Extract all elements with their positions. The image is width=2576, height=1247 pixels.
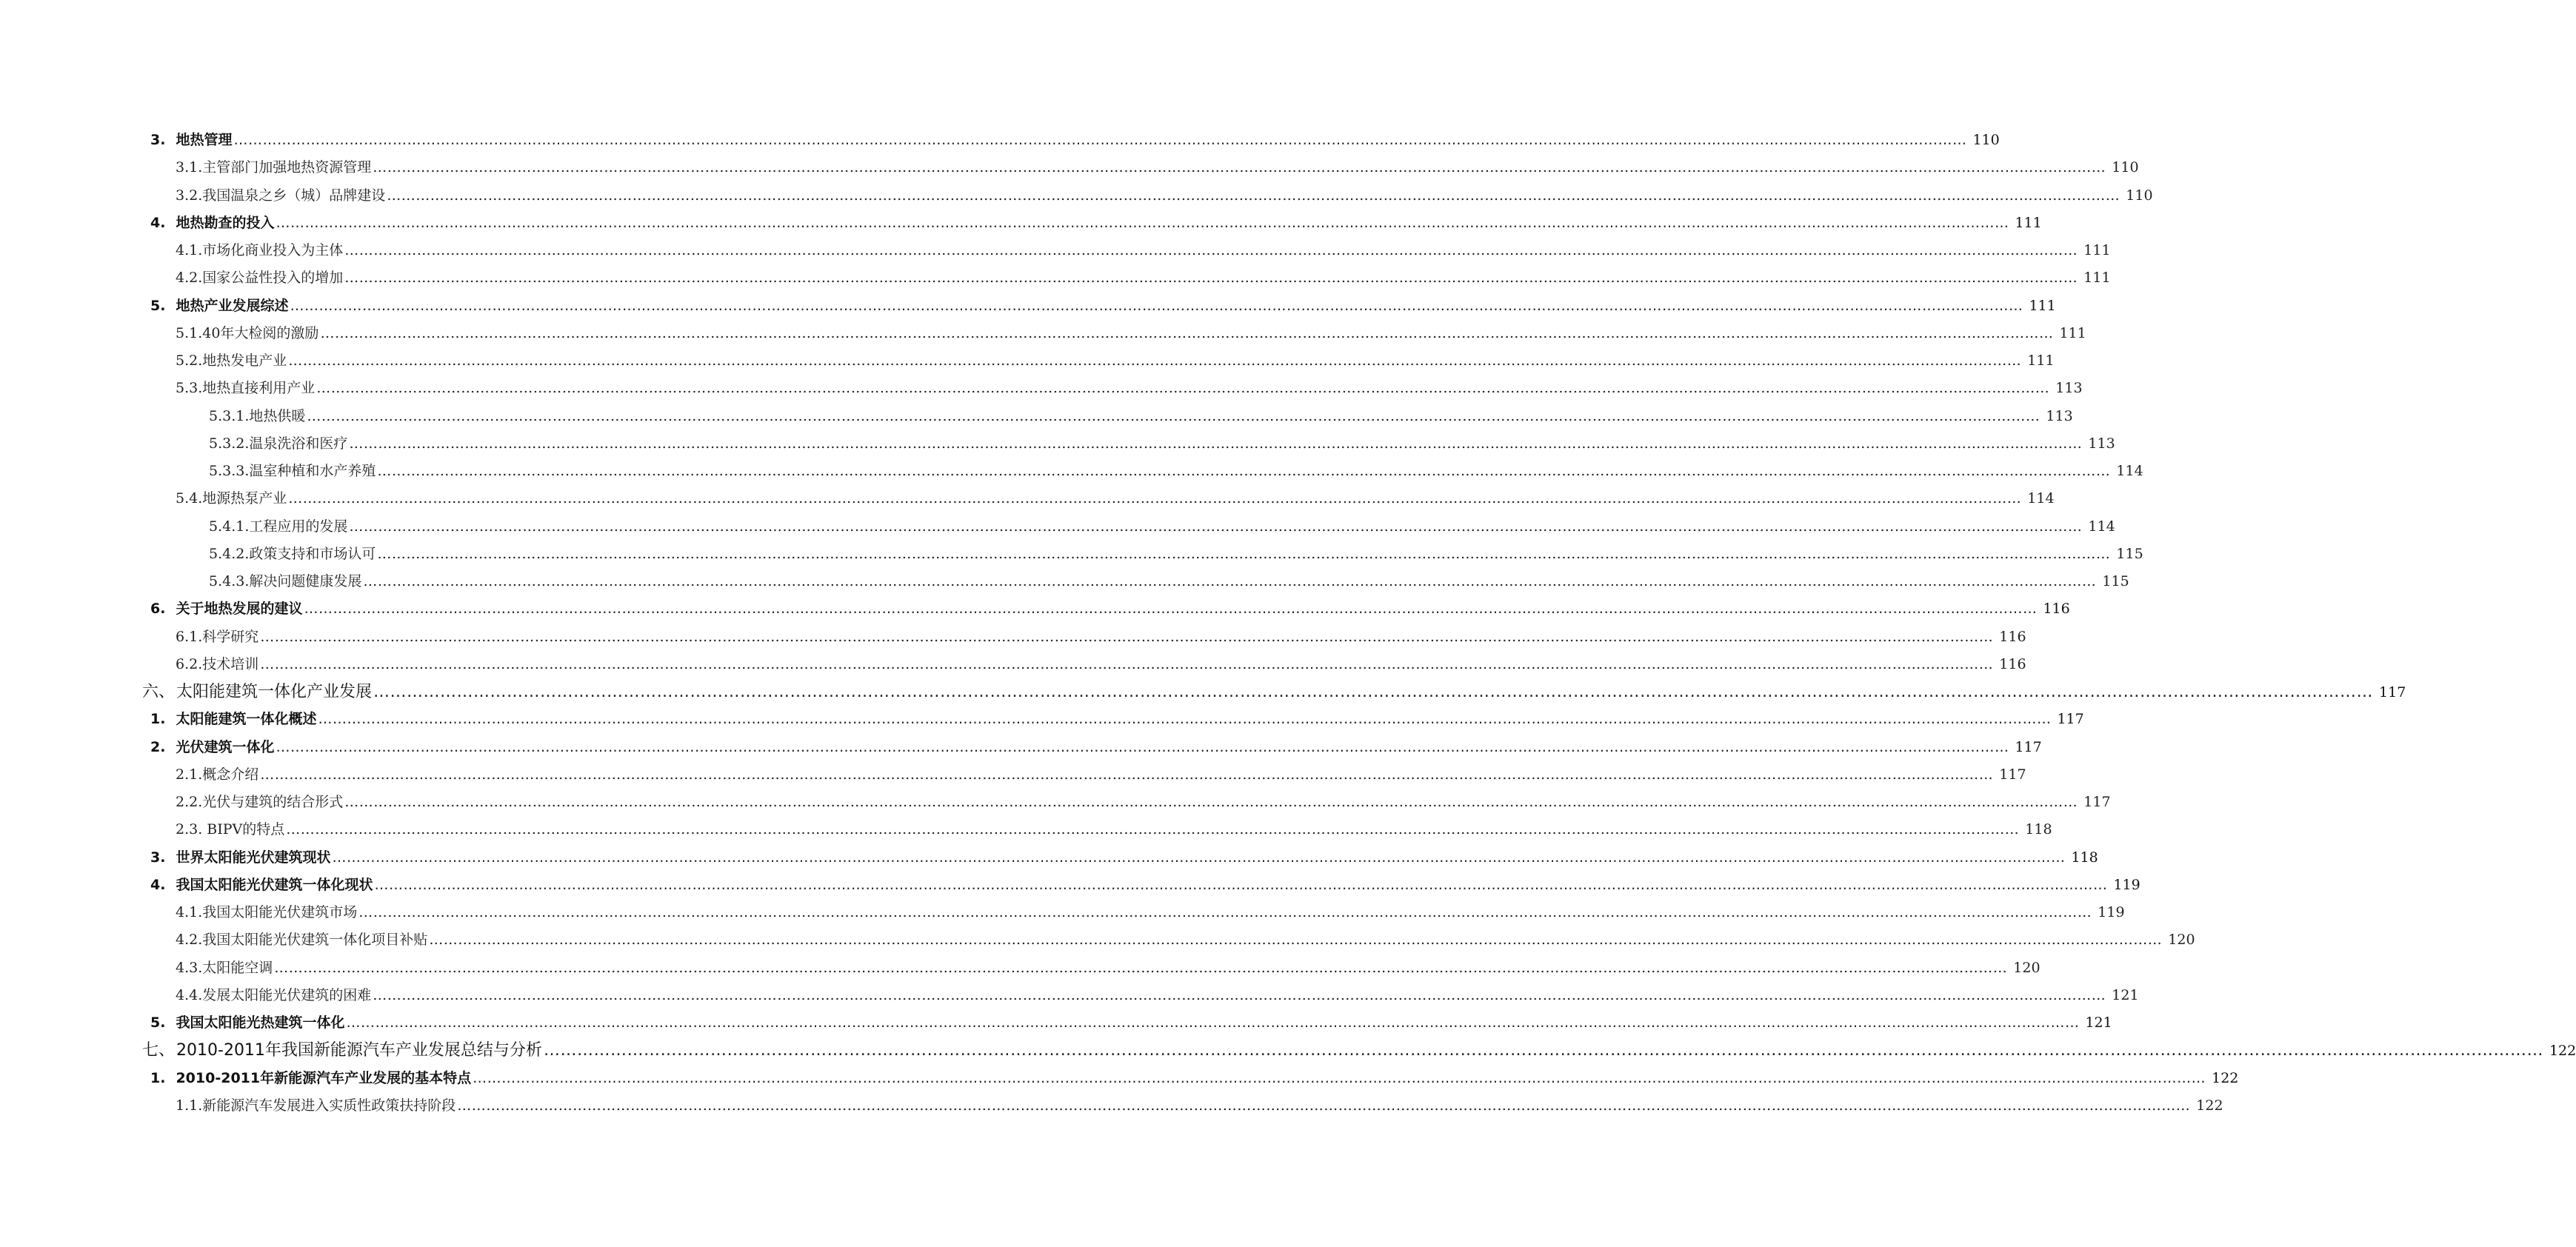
toc-entry-label xyxy=(150,1065,471,1092)
toc-page-number: 113 xyxy=(2046,407,2073,424)
toc-page-number: 117 xyxy=(2057,711,2084,728)
toc-leader-dots: ……………………………………………………………………………………………………………………………………………………………………………………………………………………………………………………………………………………………………………………………… xyxy=(260,655,1994,672)
toc-page-number: 122 xyxy=(2196,1097,2223,1114)
toc-entry-line xyxy=(150,706,2084,733)
toc-leader-dots: ……………………………………………………………………………………………………………………………………………………………………………………………………………………………………………………………………………………………………………………………… xyxy=(373,159,2106,176)
toc-entry-label xyxy=(176,926,427,954)
toc-entry-title: 5.4.1.工程应用的发展 xyxy=(209,518,348,535)
toc-entry-line xyxy=(209,458,2143,485)
toc-entry-title: 5.3.地热直接利用产业 xyxy=(176,380,316,397)
toc-leader-dots: ……………………………………………………………………………………………………………………………………………………………………………………………………………………………………………………………………………………………………………………………… xyxy=(346,1014,2080,1031)
toc-page-number: 117 xyxy=(2379,684,2406,701)
toc-entry-label xyxy=(150,127,232,154)
toc-entry-line xyxy=(150,210,2042,237)
toc-entry[interactable] xyxy=(0,264,2111,292)
toc-entry[interactable] xyxy=(0,926,2195,954)
toc-entry-line xyxy=(176,955,2041,982)
toc-entry[interactable] xyxy=(0,955,2041,982)
toc-entry-line xyxy=(176,761,2026,789)
toc-leader-dots: ……………………………………………………………………………………………………………………………………………………………………………………………………………………………………………………………………………………………………………………………… xyxy=(288,352,2022,369)
toc-entry-label xyxy=(150,706,316,733)
toc-entry-label xyxy=(142,678,372,706)
toc-entry[interactable] xyxy=(0,982,2139,1009)
toc-entry-label xyxy=(176,347,287,375)
toc-entry-label xyxy=(209,458,376,485)
toc-entry[interactable] xyxy=(0,127,2000,154)
toc-entry-title: 我国太阳能光伏建筑一体化现状 xyxy=(176,876,373,893)
toc-entry-title: 3.1.主管部门加强地热资源管理 xyxy=(176,159,372,176)
toc-page-number: 110 xyxy=(1972,132,2000,148)
toc-entry-line xyxy=(150,127,2000,154)
toc-entry-label xyxy=(176,320,318,347)
toc-page-number: 111 xyxy=(2029,297,2056,314)
toc-entry-title: 地热产业发展综述 xyxy=(176,297,289,314)
toc-entry-label xyxy=(209,568,361,595)
toc-entry-title: 5.3.1.地热供暖 xyxy=(209,407,306,424)
toc-entry-line xyxy=(176,789,2111,816)
toc-entry[interactable] xyxy=(0,789,2111,816)
toc-entry-label xyxy=(176,264,343,292)
toc-leader-dots: ……………………………………………………………………………………………………………………………………………………………………………………………………………………………………………………………………………………………………………………………… xyxy=(288,490,2022,507)
toc-page-number: 120 xyxy=(2013,959,2041,976)
toc-entry-title: 2010-2011年新能源汽车产业发展的基本特点 xyxy=(176,1069,472,1086)
toc-entry-label xyxy=(150,734,274,761)
toc-entry-line xyxy=(150,844,2098,872)
toc-entry-number: 6. xyxy=(150,601,166,618)
toc-leader-dots: ……………………………………………………………………………………………………………………………………………………………………………………………………………………………………………………………………………………………………………………………… xyxy=(373,683,2374,701)
toc-entry[interactable] xyxy=(0,513,2115,541)
toc-leader-dots: ……………………………………………………………………………………………………………………………………………………………………………………………………………………………………………………………………………………………………………………………… xyxy=(374,876,2108,893)
toc-entry-label xyxy=(209,403,305,430)
toc-entry-title: 地热管理 xyxy=(176,132,233,148)
toc-leader-dots: ……………………………………………………………………………………………………………………………………………………………………………………………………………………………………………………………………………………………………………………………… xyxy=(318,711,2052,728)
toc-entry-line xyxy=(176,182,2153,210)
toc-entry-line xyxy=(176,264,2111,292)
toc-entry[interactable] xyxy=(0,320,2086,347)
toc-entry-line xyxy=(150,1009,2112,1037)
toc-leader-dots: ……………………………………………………………………………………………………………………………………………………………………………………………………………………………………………………………………………………………………………………………… xyxy=(387,187,2120,204)
toc-entry-label xyxy=(209,541,376,568)
toc-entry-label xyxy=(176,955,273,982)
toc-page-number: 121 xyxy=(2085,1014,2112,1031)
toc-entry[interactable] xyxy=(0,237,2111,264)
toc-entry[interactable] xyxy=(0,182,2153,210)
toc-leader-dots: ……………………………………………………………………………………………………………………………………………………………………………………………………………………………………………………………………………………………………………………………… xyxy=(290,297,2023,314)
toc-page-number: 111 xyxy=(2015,214,2042,231)
toc-entry-line xyxy=(209,513,2115,541)
toc-entry[interactable] xyxy=(0,403,2073,430)
toc-entry[interactable] xyxy=(0,844,2098,872)
toc-entry-label xyxy=(176,1092,456,1120)
toc-entry[interactable] xyxy=(0,678,2406,706)
toc-entry-title: 关于地热发展的建议 xyxy=(176,601,303,618)
toc-entry[interactable] xyxy=(0,154,2139,181)
toc-entry-title: 4.1.我国太阳能光伏建筑市场 xyxy=(176,904,358,920)
toc-page-number: 116 xyxy=(1999,655,2026,672)
toc-page-number: 110 xyxy=(2126,187,2153,204)
toc-page-number: 122 xyxy=(2212,1069,2239,1086)
toc-page-number: 111 xyxy=(2083,270,2111,287)
toc-entry-title: 2.1.概念介绍 xyxy=(176,766,259,783)
toc-leader-dots: ……………………………………………………………………………………………………………………………………………………………………………………………………………………………………………………………………………………………………………………………… xyxy=(473,1069,2206,1086)
toc-entry-label xyxy=(150,292,288,320)
toc-entry-label xyxy=(176,816,284,843)
toc-leader-dots: ……………………………………………………………………………………………………………………………………………………………………………………………………………………………………………………………………………………………………………………………… xyxy=(316,380,2050,397)
toc-entry[interactable] xyxy=(0,458,2143,485)
toc-page-number: 118 xyxy=(2025,821,2052,838)
toc-entry-title: 4.3.太阳能空调 xyxy=(176,959,273,976)
toc-leader-dots: ……………………………………………………………………………………………………………………………………………………………………………………………………………………………………………………………………………………………………………………………… xyxy=(349,518,2083,535)
toc-entry-number: 5. xyxy=(150,297,166,314)
toc-entry-label xyxy=(150,1009,344,1037)
toc-page-number: 122 xyxy=(2549,1043,2576,1060)
toc-entry-title: 4.2.我国太阳能光伏建筑一体化项目补贴 xyxy=(176,932,428,949)
toc-entry-label xyxy=(142,1037,542,1064)
toc-entry-line xyxy=(176,651,2026,678)
toc-entry-label xyxy=(176,899,357,926)
toc-page-number: 114 xyxy=(2027,490,2055,507)
toc-entry-line xyxy=(176,1092,2223,1120)
toc-entry-line xyxy=(176,982,2139,1009)
toc-entry-number: 4. xyxy=(150,876,166,893)
toc-entry[interactable] xyxy=(0,1009,2112,1037)
toc-entry-number: 1. xyxy=(150,1069,166,1086)
toc-entry[interactable] xyxy=(0,595,2070,623)
toc-page-number: 117 xyxy=(2015,738,2042,755)
toc-entry-label xyxy=(176,237,343,264)
toc-entry-label xyxy=(209,513,347,541)
toc-entry[interactable] xyxy=(0,485,2055,512)
toc-entry-label xyxy=(150,844,330,872)
toc-page-number: 119 xyxy=(2098,904,2125,920)
toc-entry-line xyxy=(176,154,2139,181)
table-of-contents xyxy=(0,127,2576,1120)
toc-leader-dots: ……………………………………………………………………………………………………………………………………………………………………………………………………………………………………………………………………………………………………………………………… xyxy=(377,545,2111,562)
toc-leader-dots: ……………………………………………………………………………………………………………………………………………………………………………………………………………………………………………………………………………………………………………………………… xyxy=(429,932,2163,949)
toc-entry-line xyxy=(176,375,2083,402)
toc-page-number: 120 xyxy=(2168,932,2195,949)
toc-entry-line xyxy=(150,595,2070,623)
toc-leader-dots: ……………………………………………………………………………………………………………………………………………………………………………………………………………………………………………………………………………………………………………………………… xyxy=(358,904,2092,920)
toc-entry-label xyxy=(176,651,258,678)
toc-entry-line xyxy=(209,541,2143,568)
toc-page-number: 115 xyxy=(2102,573,2129,589)
toc-entry-line xyxy=(176,320,2086,347)
toc-entry[interactable] xyxy=(0,624,2026,651)
toc-leader-dots: ……………………………………………………………………………………………………………………………………………………………………………………………………………………………………………………………………………………………………………………………… xyxy=(260,766,1994,783)
toc-leader-dots: ……………………………………………………………………………………………………………………………………………………………………………………………………………………………………………………………………………………………………………………………… xyxy=(320,324,2054,341)
toc-entry[interactable] xyxy=(0,347,2055,375)
toc-entry-title: 2.2.光伏与建筑的结合形式 xyxy=(176,794,344,810)
toc-entry-number: 3. xyxy=(150,849,166,866)
toc-leader-dots: ……………………………………………………………………………………………………………………………………………………………………………………………………………………………………………………………………………………………………………………………… xyxy=(344,270,2078,287)
toc-entry-title: 6.1.科学研究 xyxy=(176,628,259,645)
toc-entry-title: 世界太阳能光伏建筑现状 xyxy=(176,849,331,866)
toc-entry-line xyxy=(209,430,2115,458)
toc-page-number: 116 xyxy=(1999,628,2026,645)
toc-page-number: 113 xyxy=(2088,435,2115,452)
toc-leader-dots: ……………………………………………………………………………………………………………………………………………………………………………………………………………………………………………………………………………………………………………………………… xyxy=(307,407,2041,424)
toc-leader-dots: ……………………………………………………………………………………………………………………………………………………………………………………………………………………………………………………………………………………………………………………………… xyxy=(286,821,2020,838)
toc-page-number: 111 xyxy=(2083,242,2111,258)
toc-entry-label xyxy=(150,872,373,899)
toc-entry-title: 2010-2011年我国新能源汽车产业发展总结与分析 xyxy=(176,1041,542,1060)
toc-page-number: 114 xyxy=(2116,463,2143,479)
toc-leader-dots: ……………………………………………………………………………………………………………………………………………………………………………………………………………………………………………………………………………………………………………………………… xyxy=(276,738,2009,755)
toc-entry-title: 6.2.技术培训 xyxy=(176,655,259,672)
toc-entry-label xyxy=(176,761,258,789)
toc-leader-dots: ……………………………………………………………………………………………………………………………………………………………………………………………………………………………………………………………………………………………………………………………… xyxy=(344,794,2078,810)
toc-entry-line xyxy=(176,624,2026,651)
toc-page-number: 114 xyxy=(2088,518,2115,535)
toc-entry-label xyxy=(176,154,371,181)
toc-entry-label xyxy=(176,375,315,402)
toc-entry-title: 太阳能建筑一体化产业发展 xyxy=(176,683,373,701)
toc-entry[interactable] xyxy=(0,292,2056,320)
toc-entry-line xyxy=(142,678,2406,706)
toc-entry[interactable] xyxy=(0,375,2083,402)
toc-leader-dots: ……………………………………………………………………………………………………………………………………………………………………………………………………………………………………………………………………………………………………………………………… xyxy=(304,601,2038,618)
toc-entry-line xyxy=(150,292,2056,320)
toc-entry-label xyxy=(176,789,343,816)
toc-entry[interactable] xyxy=(0,568,2129,595)
toc-leader-dots: ……………………………………………………………………………………………………………………………………………………………………………………………………………………………………………………………………………………………………………………………… xyxy=(233,132,1967,148)
toc-entry-label xyxy=(176,485,287,512)
toc-page-number: 118 xyxy=(2071,849,2098,866)
toc-entry-line xyxy=(150,1065,2239,1092)
toc-leader-dots: ……………………………………………………………………………………………………………………………………………………………………………………………………………………………………………………………………………………………………………………………… xyxy=(349,435,2083,452)
toc-entry[interactable] xyxy=(0,1037,2576,1064)
toc-page-number: 111 xyxy=(2027,352,2055,369)
toc-leader-dots: ……………………………………………………………………………………………………………………………………………………………………………………………………………………………………………………………………………………………………………………………… xyxy=(344,242,2078,258)
toc-entry[interactable] xyxy=(0,706,2084,733)
toc-entry-title: 5.1.40年大检阅的激励 xyxy=(176,324,319,341)
toc-entry-title: 2.3. BIPV的特点 xyxy=(176,821,285,838)
toc-page-number: 111 xyxy=(2059,324,2086,341)
toc-entry-label xyxy=(209,430,347,458)
toc-page-number: 116 xyxy=(2043,601,2070,618)
toc-page-number: 119 xyxy=(2113,876,2140,893)
toc-leader-dots: ……………………………………………………………………………………………………………………………………………………………………………………………………………………………………………………………………………………………………………………………… xyxy=(377,463,2111,479)
toc-leader-dots: ……………………………………………………………………………………………………………………………………………………………………………………………………………………………………………………………………………………………………………………………… xyxy=(457,1097,2191,1114)
toc-entry[interactable] xyxy=(0,1065,2239,1092)
toc-entry-number: 4. xyxy=(150,214,166,231)
toc-leader-dots: ……………………………………………………………………………………………………………………………………………………………………………………………………………………………………………………………………………………………………………………………… xyxy=(276,214,2009,231)
toc-entry[interactable] xyxy=(0,541,2143,568)
toc-leader-dots: ……………………………………………………………………………………………………………………………………………………………………………………………………………………………………………………………………………………………………………………………… xyxy=(373,986,2106,1003)
toc-leader-dots: ……………………………………………………………………………………………………………………………………………………………………………………………………………………………………………………………………………………………………………………………… xyxy=(543,1041,2543,1060)
toc-entry-line xyxy=(209,403,2073,430)
toc-entry-title: 光伏建筑一体化 xyxy=(176,738,275,755)
toc-entry-title: 5.3.2.温泉洗浴和医疗 xyxy=(209,435,348,452)
toc-entry-number: 六、 xyxy=(142,683,176,701)
toc-entry-number: 2. xyxy=(150,738,166,755)
toc-leader-dots: ……………………………………………………………………………………………………………………………………………………………………………………………………………………………………………………………………………………………………………………………… xyxy=(332,849,2066,866)
toc-entry[interactable] xyxy=(0,899,2125,926)
toc-entry-line xyxy=(176,347,2055,375)
toc-entry[interactable] xyxy=(0,430,2115,458)
toc-entry-label xyxy=(150,595,302,623)
toc-entry-title: 1.1.新能源汽车发展进入实质性政策扶持阶段 xyxy=(176,1097,456,1114)
toc-entry[interactable] xyxy=(0,734,2042,761)
toc-entry-line xyxy=(150,734,2042,761)
toc-entry[interactable] xyxy=(0,210,2042,237)
toc-entry-title: 5.4.2.政策支持和市场认可 xyxy=(209,545,376,562)
toc-page-number: 117 xyxy=(2083,794,2111,810)
toc-entry[interactable] xyxy=(0,872,2140,899)
toc-entry-title: 3.2.我国温泉之乡（城）品牌建设 xyxy=(176,187,386,204)
toc-page-number: 121 xyxy=(2112,986,2139,1003)
toc-page-number: 113 xyxy=(2055,380,2083,397)
toc-entry-title: 4.1.市场化商业投入为主体 xyxy=(176,242,344,258)
toc-entry-title: 5.4.3.解决问题健康发展 xyxy=(209,573,362,589)
toc-entry-label xyxy=(150,210,274,237)
toc-entry[interactable] xyxy=(0,761,2026,789)
toc-entry-title: 5.3.3.温室种植和水产养殖 xyxy=(209,463,376,479)
toc-entry-title: 太阳能建筑一体化概述 xyxy=(176,711,317,728)
toc-entry-title: 5.4.地源热泵产业 xyxy=(176,490,287,507)
toc-entry-number: 1. xyxy=(150,711,166,728)
toc-entry-title: 4.4.发展太阳能光伏建筑的困难 xyxy=(176,986,372,1003)
toc-entry-line xyxy=(176,816,2052,843)
toc-page-number: 117 xyxy=(1999,766,2026,783)
toc-page-number: 110 xyxy=(2112,159,2139,176)
toc-leader-dots: ……………………………………………………………………………………………………………………………………………………………………………………………………………………………………………………………………………………………………………………………… xyxy=(274,959,2008,976)
toc-entry-title: 我国太阳能光热建筑一体化 xyxy=(176,1014,345,1031)
toc-entry-number: 5. xyxy=(150,1014,166,1031)
toc-leader-dots: ……………………………………………………………………………………………………………………………………………………………………………………………………………………………………………………………………………………………………………………………… xyxy=(260,628,1994,645)
toc-entry-line xyxy=(176,485,2055,512)
toc-entry-line xyxy=(209,568,2129,595)
toc-entry-title: 4.2.国家公益性投入的增加 xyxy=(176,270,344,287)
toc-entry-line xyxy=(142,1037,2576,1065)
toc-entry-label xyxy=(176,624,258,651)
toc-entry-label xyxy=(176,182,385,210)
toc-entry-line xyxy=(176,899,2125,926)
toc-page-number: 115 xyxy=(2116,545,2143,562)
toc-entry-number: 七、 xyxy=(142,1041,176,1060)
toc-entry-line xyxy=(150,872,2140,899)
toc-leader-dots: ……………………………………………………………………………………………………………………………………………………………………………………………………………………………………………………………………………………………………………………………… xyxy=(363,573,2097,589)
toc-entry-label xyxy=(176,982,371,1009)
toc-entry-line xyxy=(176,926,2195,954)
toc-entry-title: 地热勘查的投入 xyxy=(176,214,275,231)
toc-entry[interactable] xyxy=(0,651,2026,678)
toc-entry[interactable] xyxy=(0,1092,2223,1120)
toc-entry-line xyxy=(176,237,2111,264)
toc-entry-title: 5.2.地热发电产业 xyxy=(176,352,287,369)
toc-entry-number: 3. xyxy=(150,132,166,148)
toc-entry[interactable] xyxy=(0,816,2052,843)
